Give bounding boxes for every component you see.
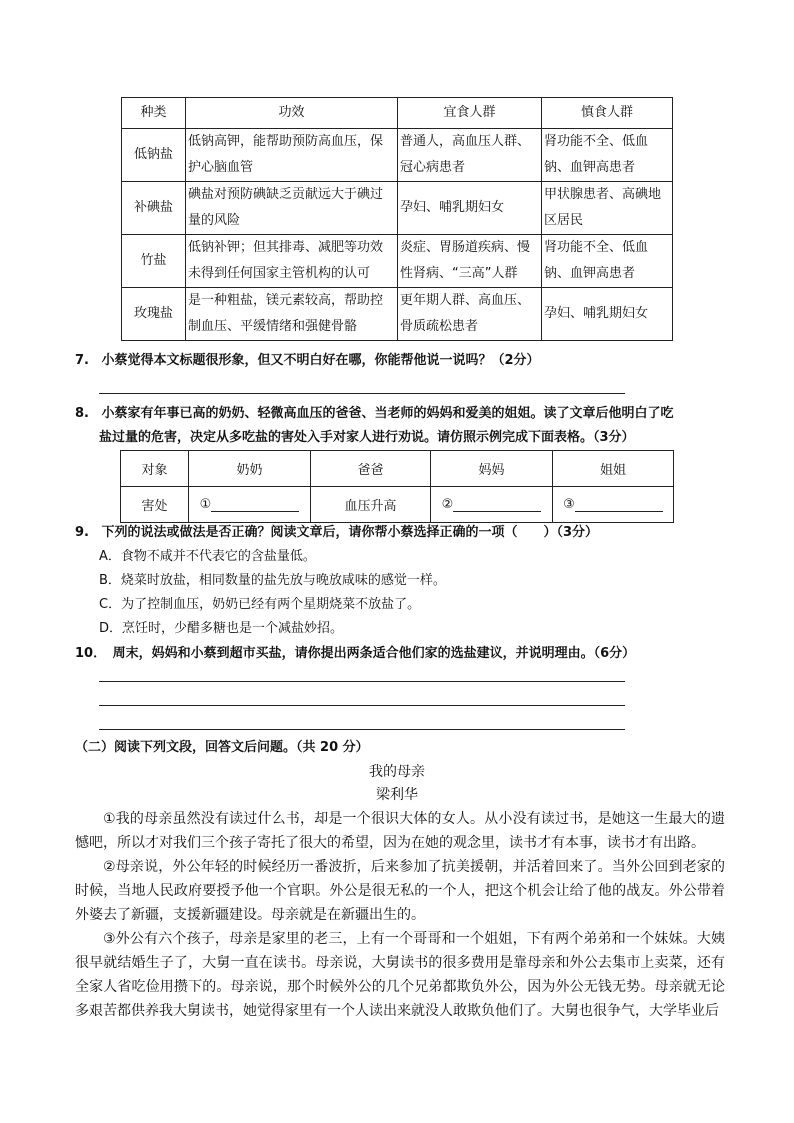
family-member: 姐姐: [553, 451, 674, 487]
salt-suitable: 更年期人群、高血压、骨质疏松患者: [398, 288, 542, 341]
salt-effect: 是一种粗盐，镁元素较高，帮助控制血压、平缓情绪和强健骨骼: [186, 288, 398, 341]
blank-marker: ②: [441, 497, 454, 512]
answer-line[interactable]: [99, 393, 625, 394]
question-10: [75, 645, 635, 663]
answer-blank[interactable]: [453, 497, 541, 512]
salt-suitable: 炎症、胃肠道疾病、慢性肾病、“三高”人群: [398, 235, 542, 288]
answer-line[interactable]: [99, 729, 625, 730]
family-harm-table: [120, 450, 674, 523]
question-text: 小蔡觉得本文标题很形象，但又不明白好在哪，你能帮他说一说吗？（2分）: [101, 353, 540, 368]
salt-effect: 低钠高钾，能帮助预防高血压，保护心脑血管: [186, 129, 398, 182]
question-7: [75, 352, 540, 370]
answer-blank[interactable]: [211, 497, 299, 512]
table-row: [121, 487, 674, 523]
table-row: [122, 129, 673, 182]
table-row: [122, 288, 673, 341]
family-member: 奶奶: [189, 451, 311, 487]
answer-line[interactable]: [99, 681, 625, 682]
table-row: [122, 235, 673, 288]
row-label: 对象: [121, 451, 189, 487]
row-label: 害处: [121, 487, 189, 523]
question-number: 7.: [75, 353, 89, 368]
question-number: 9.: [75, 525, 89, 540]
question-text-continued: 盐过量的危害，决定从多吃盐的害处入手对家人进行劝说。请仿照示例完成下面表格。（3分）: [99, 430, 635, 445]
salt-type: 补碘盐: [122, 182, 186, 235]
family-member: 爸爸: [311, 451, 431, 487]
salt-caution: 肾功能不全、低血钠、血钾高患者: [542, 129, 673, 182]
paragraph: ①我的母亲虽然没有读过什么书，却是一个很识大体的女人。从小没有读过书，是她这一生最大的遗憾吧，所以才对我们三个孩子寄托了很大的希望，因为在她的观念里，读书才有本事，读书才有出路。: [75, 811, 725, 851]
salt-caution: 孕妇、哺乳期妇女: [542, 288, 673, 341]
salt-suitable: 普通人，高血压人群、冠心病患者: [398, 129, 542, 182]
article-author: 梁利华: [376, 787, 418, 803]
salt-suitable: 孕妇、哺乳期妇女: [398, 182, 542, 235]
question-number: 8.: [75, 406, 89, 421]
harm-cell: [431, 487, 553, 523]
option-c[interactable]: C．为了控制血压，奶奶已经有两个星期烧菜不放盐了。: [99, 597, 421, 612]
salt-effect: 碘盐对预防碘缺乏贡献远大于碘过量的风险: [186, 182, 398, 235]
option-d[interactable]: D．烹饪时，少醋多糖也是一个减盐妙招。: [99, 621, 344, 636]
section-heading: （二）阅读下列文段，回答文后问题。（共 20 分）: [75, 740, 369, 755]
option-a[interactable]: A．食物不咸并不代表它的含盐量低。: [99, 549, 316, 564]
answer-blank[interactable]: [575, 497, 663, 512]
question-number: 10．: [75, 646, 107, 661]
blank-marker: ①: [199, 497, 212, 512]
blank-marker: ③: [563, 497, 575, 512]
option-b[interactable]: B．烧菜时放盐，相同数量的盐先放与晚放咸味的感觉一样。: [99, 573, 446, 588]
family-member: 妈妈: [431, 451, 553, 487]
salt-caution: 甲状腺患者、高碘地区居民: [542, 182, 673, 235]
question-8: [75, 405, 674, 423]
salt-caution: 肾功能不全、低血钠、血钾高患者: [542, 235, 673, 288]
table-row: [121, 451, 674, 487]
header-caution: 慎食人群: [542, 98, 673, 129]
harm-cell: [553, 487, 674, 523]
salt-type: 玫瑰盐: [122, 288, 186, 341]
header-effect: 功效: [186, 98, 398, 129]
salt-effect: 低钠补钾；但其排毒、减肥等功效未得到任何国家主管机构的认可: [186, 235, 398, 288]
paragraph: ②母亲说，外公年轻的时候经历一番波折，后来参加了抗美援朝，并活着回来了。当外公回到老家的时候，当地人民政府要授予他一个官职。外公是很无私的一个人，把这个机会让给了他的战友。外公带着外婆去了新疆，支援新疆建设。母亲就是在新疆出生的。: [75, 859, 725, 923]
paragraph: ③外公有六个孩子，母亲是家里的老三，上有一个哥哥和一个姐姐，下有两个弟弟和一个妹妹。大姨很早就结婚生子了，大舅一直在读书。母亲说，大舅读书的很多费用是靠母亲和外公去集市上卖菜，还有全家人省吃俭用攒下的。母亲说，那个时候外公的几个兄弟都欺负外公，因为外公无钱无势。母亲就无论多艰苦都供养我大舅读书，她觉得家里有一个人读出来就没人敢欺负他们了。大舅也很争气，大学毕业后: [75, 931, 725, 1019]
salt-type: 竹盐: [122, 235, 186, 288]
question-text: 周末，妈妈和小蔡到超市买盐，请你提出两条适合他们家的选盐建议，并说明理由。（6分）: [112, 646, 636, 661]
question-text: 下列的说法或做法是否正确？阅读文章后，请你帮小蔡选择正确的一项（ ）（3分）: [101, 525, 599, 540]
salt-comparison-table: [121, 97, 673, 341]
answer-line[interactable]: [99, 705, 625, 706]
harm-cell: [189, 487, 311, 523]
harm-cell: 血压升高: [311, 487, 431, 523]
header-suitable: 宜食人群: [398, 98, 542, 129]
table-row: [122, 182, 673, 235]
question-9: [75, 524, 598, 542]
salt-type: 低钠盐: [122, 129, 186, 182]
header-type: 种类: [122, 98, 186, 129]
article-title: 我的母亲: [369, 764, 425, 780]
question-text: 小蔡家有年事已高的奶奶、轻微高血压的爸爸、当老师的妈妈和爱美的姐姐。读了文章后他明白了吃: [101, 406, 674, 421]
table-header-row: [122, 98, 673, 129]
